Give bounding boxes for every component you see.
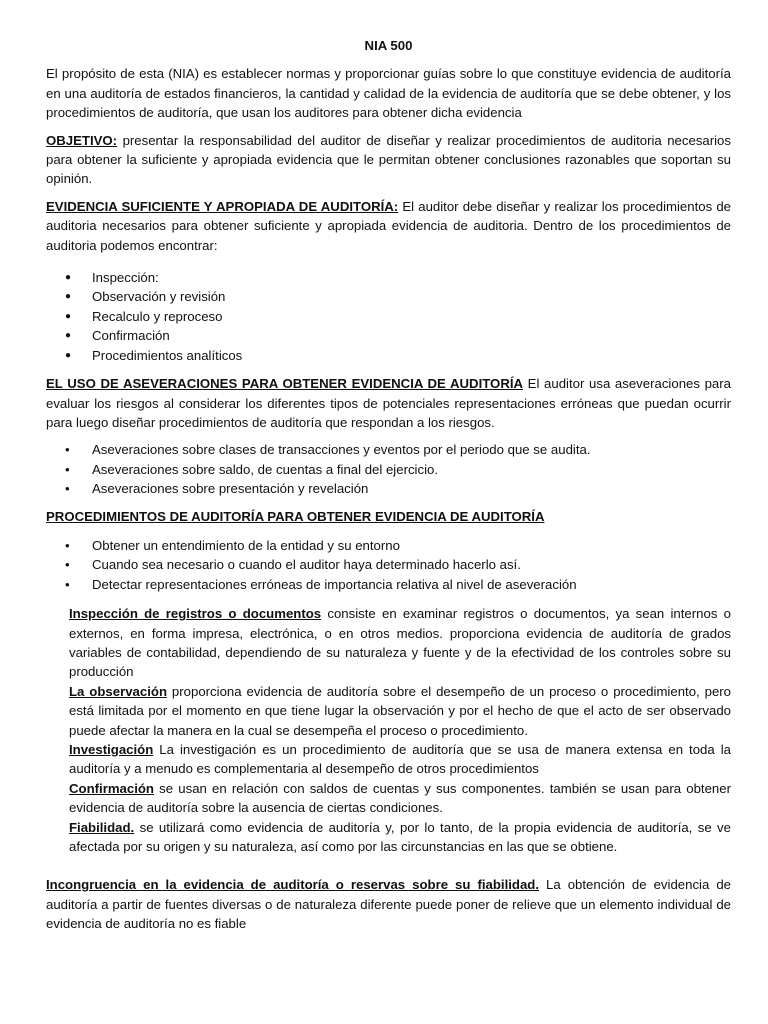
- incongruencia-heading: Incongruencia en la evidencia de auditoría o reservas sobre su fiabilidad.: [46, 877, 540, 893]
- list-item: • Cuando sea necesario o cuando el auditor haya determinado hacerlo así.: [46, 555, 731, 574]
- document-title: NIA 500: [364, 38, 413, 53]
- confirmacion-heading: Confirmación: [69, 780, 154, 796]
- observacion-paragraph: La observación proporciona evidencia de auditoría sobre el desempeño de un proceso o procedimiento, pero está limitada por el momento en que tiene lugar la observación y por el hecho de que el acto de ser observado puede afectar la manera en la cual se desempeña el proceso o procedimiento.: [69, 683, 732, 738]
- aseveraciones-list: [46, 440, 731, 498]
- list-item: • Aseveraciones sobre presentación y revelación: [46, 479, 731, 498]
- bullet-icon: •: [65, 461, 70, 477]
- list-item: ● Confirmación: [46, 326, 731, 345]
- evidencia-heading: EVIDENCIA SUFICIENTE Y APROPIADA DE AUDITORÍA:: [46, 198, 399, 214]
- incongruencia-text: La obtención de evidencia de auditoría a partir de fuentes diversas o de naturaleza diferente puede poner de relieve que un elemento individual de evidencia de auditoría no es fiable: [46, 877, 731, 932]
- procedimientos-heading-paragraph: [46, 507, 731, 526]
- investigacion-paragraph: Investigación La investigación es un procedimiento de auditoría que se usa de manera extensa en toda la auditoría y a menudo es complementaria al desempeño de otros procedimientos: [69, 742, 731, 777]
- aseveraciones-paragraph: [46, 374, 731, 432]
- bullet-icon: ●: [65, 310, 72, 322]
- list-item: • Aseveraciones sobre clases de transacciones y eventos por el periodo que se audita.: [46, 440, 731, 459]
- list-item: ● Recalculo y reproceso: [46, 307, 731, 326]
- procedimientos-details: [69, 604, 731, 856]
- objetivo-text: presentar la responsabilidad del auditor de diseñar y realizar procedimientos de auditoria necesarios para obtener la suficiente y apropiada evidencia que le permitan obtener conclusiones razonables que soportan su opinión.: [46, 132, 731, 187]
- fiabilidad-heading: Fiabilidad.: [69, 819, 135, 835]
- inspeccion-paragraph: Inspección de registros o documentos consiste en examinar registros o documentos, ya sean internos o externos, en forma impresa, electrónica, o en otros medios. proporciona evidencia de auditoría de grados variables de contabilidad, dependiendo de su naturaleza y fuente y de la efectividad de los controles sobre su producción: [69, 606, 731, 680]
- objetivo-paragraph: [46, 131, 731, 189]
- evidencia-list: [46, 268, 731, 365]
- confirmacion-paragraph: Confirmación se usan en relación con saldos de cuentas y sus componentes. también se usan para obtener evidencia de auditoría sobre la ausencia de ciertas condiciones.: [69, 780, 731, 816]
- bullet-icon: ●: [65, 349, 72, 361]
- list-item: • Detectar representaciones erróneas de importancia relativa al nivel de aseveración: [46, 575, 731, 594]
- aseveraciones-text: El auditor usa aseveraciones para evaluar los riesgos al considerar los diferentes tipos de potenciales representaciones erróneas que puedan ocurrir para luego diseñar procedimientos de auditoría que respondan a los riesgos.: [46, 376, 731, 430]
- bullet-icon: •: [65, 481, 70, 497]
- objetivo-heading: OBJETIVO:: [46, 132, 118, 148]
- list-item: • Aseveraciones sobre saldo, de cuentas a final del ejercicio.: [46, 460, 731, 479]
- evidencia-paragraph: [46, 197, 731, 255]
- intro-paragraph: El propósito de esta (NIA) es establecer normas y proporcionar guías sobre lo que constituye evidencia de auditoría en una auditoría de estados financieros, la cantidad y calidad de la evidencia de auditoría que se debe obtener, y los procedimientos de auditoría, que usan los auditores para obtener dicha evidencia: [46, 66, 731, 121]
- bullet-icon: •: [65, 557, 70, 573]
- bullet-icon: ●: [65, 272, 72, 284]
- list-item: • Obtener un entendimiento de la entidad y su entorno: [46, 536, 731, 555]
- bullet-icon: •: [65, 442, 70, 458]
- incongruencia-paragraph: [46, 875, 731, 933]
- procedimientos-heading: PROCEDIMIENTOS DE AUDITORÍA PARA OBTENER EVIDENCIA DE AUDITORÍA: [46, 508, 545, 524]
- bullet-icon: •: [65, 537, 70, 553]
- bullet-icon: ●: [65, 330, 72, 342]
- bullet-icon: •: [65, 576, 70, 592]
- aseveraciones-heading: EL USO DE ASEVERACIONES PARA OBTENER EVIDENCIA DE AUDITORÍA: [46, 376, 524, 392]
- list-item: ● Inspección:: [46, 268, 731, 287]
- list-item: ● Observación y revisión: [46, 287, 731, 306]
- observacion-heading: La observación: [69, 683, 168, 699]
- investigacion-heading: Investigación: [69, 742, 154, 757]
- bullet-icon: ●: [65, 291, 72, 303]
- inspeccion-heading: Inspección de registros o documentos: [69, 606, 322, 622]
- list-item: ● Procedimientos analíticos: [46, 346, 731, 365]
- evidencia-text: El auditor debe diseñar y realizar los procedimientos de auditoria necesarios para obtener suficiente y apropiada evidencia de auditoria. Dentro de los procedimientos de auditoria podemos encontrar:: [46, 198, 732, 253]
- procedimientos-list: [46, 536, 731, 594]
- fiabilidad-paragraph: Fiabilidad. se utilizará como evidencia de auditoría y, por lo tanto, de la propia evidencia de auditoría, se ve afectada por su origen y su naturaleza, así como por las circunstancias en las que se obtiene.: [69, 819, 731, 855]
